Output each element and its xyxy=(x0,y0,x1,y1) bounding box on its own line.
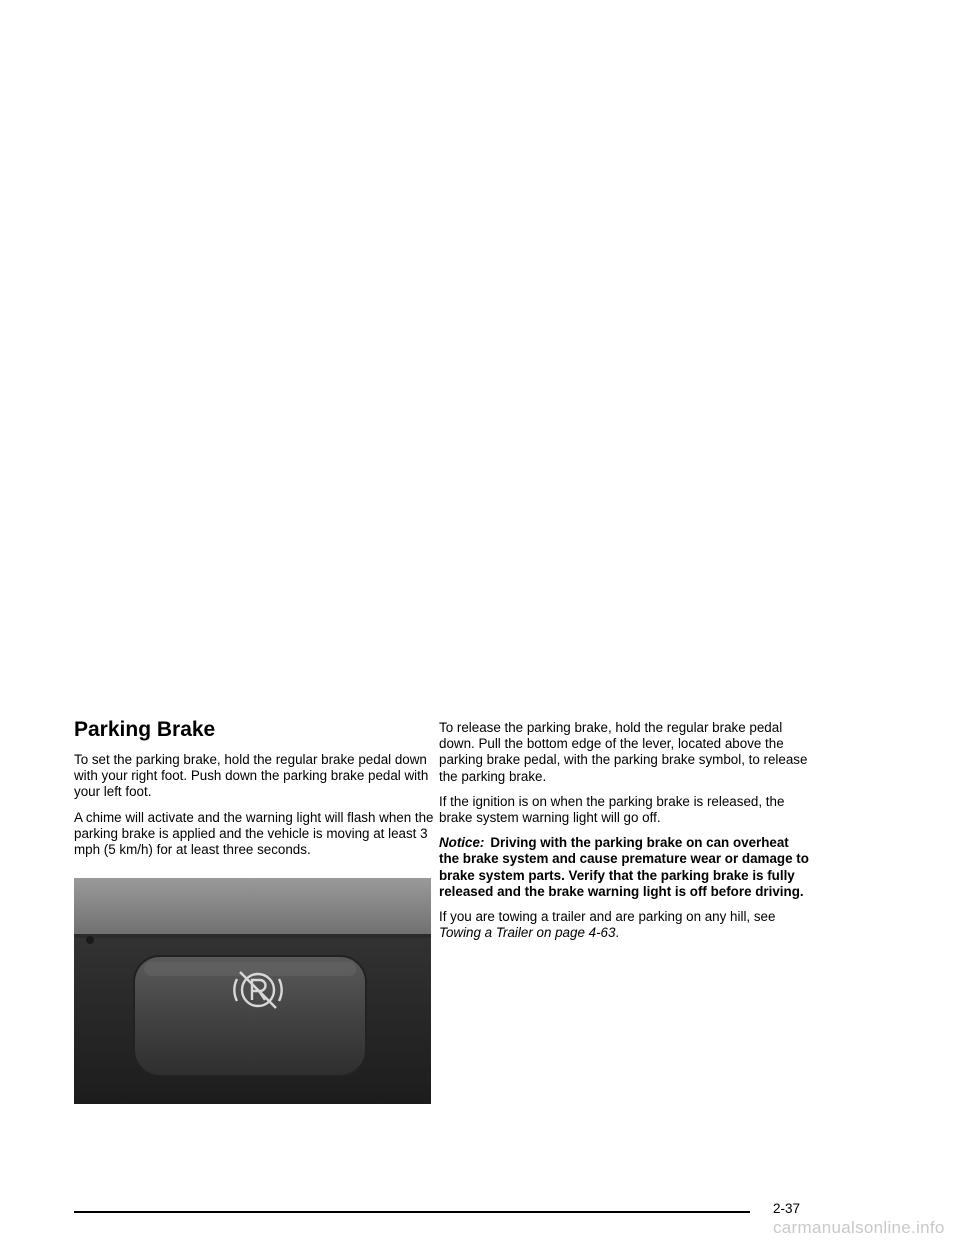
notice-label: Notice: xyxy=(439,835,485,851)
notice-text: Driving with the parking brake on can overheat the brake system and cause premature wear or damage to brake system parts. Verify that the parking brake is fully released and the brake warning light is off before driving. xyxy=(439,835,809,899)
right-column xyxy=(439,720,809,950)
parking-brake-release-lever-photo xyxy=(74,878,431,1104)
section-title: Parking Brake xyxy=(74,718,216,741)
left-column xyxy=(74,718,434,867)
page-number: 2-37 xyxy=(773,1201,801,1216)
towing-period: . xyxy=(615,925,620,941)
watermark: carmanualsonline.info xyxy=(773,1218,945,1237)
footer-rule xyxy=(74,1211,750,1213)
set-brake-paragraph: To set the parking brake, hold the regular brake pedal down with your right foot. Push down the parking brake pedal with your left foot. xyxy=(74,752,429,800)
notice-paragraph xyxy=(439,835,809,900)
towing-cross-reference-link[interactable]: Towing a Trailer on page 4-63 xyxy=(439,925,616,941)
towing-paragraph xyxy=(439,909,809,941)
chime-paragraph: A chime will activate and the warning light will flash when the parking brake is applied and the vehicle is moving at least 3 mph (5 km/h) for at least three seconds. xyxy=(74,809,434,858)
release-brake-paragraph: To release the parking brake, hold the regular brake pedal down. Pull the bottom edge of the lever, located above the parking brake pedal, with the parking brake symbol, to release the parking brake. xyxy=(439,720,808,784)
ignition-paragraph: If the ignition is on when the parking brake is released, the brake system warning light will go off. xyxy=(439,793,785,826)
towing-text: If you are towing a trailer and are parking on any hill, see xyxy=(439,909,776,925)
